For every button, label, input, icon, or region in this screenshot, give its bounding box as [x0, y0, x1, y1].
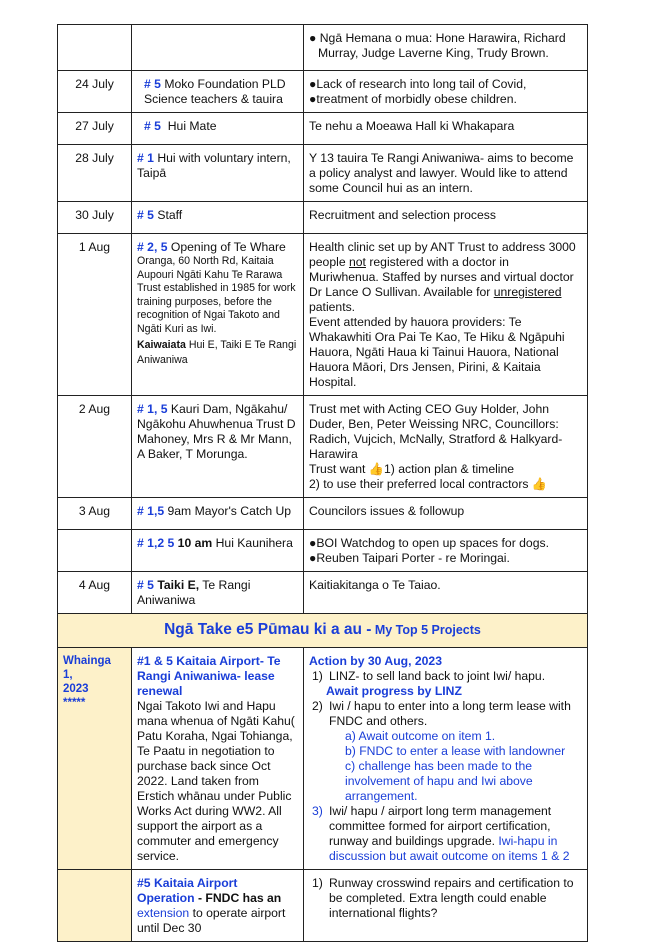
event-text: Opening of Te Whare — [170, 240, 286, 254]
table-row — [58, 25, 588, 71]
event-text: Hui Kaunihera — [215, 536, 293, 550]
event-cell — [132, 498, 304, 530]
date-cell: 2 Aug — [58, 396, 132, 498]
project-title: #1 & 5 Kaitaia Airport- Te Rangi Aniwaniwa- lease renewal — [137, 654, 281, 698]
action-title: Action by 30 Aug, 2023 — [309, 654, 442, 668]
note-text: Health clinic set up by ANT Trust to address 3000 people — [309, 240, 576, 269]
note-text: patients. — [309, 300, 356, 314]
event-text: 9am Mayor's Catch Up — [167, 504, 292, 518]
event-text: Hui with voluntary intern, Taipā — [137, 151, 291, 180]
date-cell: 28 July — [58, 145, 132, 202]
table-row — [58, 648, 588, 870]
action-list — [309, 669, 582, 864]
notes-cell — [304, 113, 588, 145]
date-cell — [58, 530, 132, 572]
event-text: Staff — [157, 208, 183, 222]
note-line: Te nehu a Moeawa Hall ki Whakapara — [309, 119, 515, 133]
date-cell: 27 July — [58, 113, 132, 145]
event-cell — [132, 25, 304, 71]
action-list — [309, 876, 582, 921]
list-item — [309, 669, 582, 699]
note-text-underlined: not — [349, 255, 366, 269]
notes-cell — [304, 396, 588, 498]
whainga-label: 1, — [63, 669, 73, 681]
list-marker: 3) — [312, 804, 323, 818]
whainga-cell — [58, 648, 132, 870]
list-text: Iwi / hapu to enter into a long term lease with FNDC and others. — [329, 699, 571, 728]
schedule-table — [57, 24, 588, 942]
note-line: ●Lack of research into long tail of Covid, — [309, 77, 527, 91]
date-cell: 24 July — [58, 71, 132, 113]
sub-item: c) challenge has been made to the involvement of hapu and Iwi above arrangement. — [345, 759, 533, 803]
project-number: # 5 — [144, 77, 161, 91]
project-title: #5 Kaitaia Airport Operation — [137, 876, 238, 905]
event-cell — [132, 572, 304, 614]
table-row — [58, 234, 588, 396]
list-marker: 1) — [312, 876, 323, 890]
event-text: Kauri Dam, Ngākahu/ Ngākohu Ahuwhenua Trust D Mahoney, Mrs R & Mr Mann, A Baker, T Morunga. — [137, 402, 296, 461]
project-number: # 5 — [137, 208, 154, 222]
notes-cell — [304, 71, 588, 113]
project-number: # 2, 5 — [137, 240, 168, 254]
project-number: # 1 — [137, 151, 154, 165]
table-row — [58, 396, 588, 498]
notes-cell — [304, 234, 588, 396]
date-cell: 3 Aug — [58, 498, 132, 530]
date-cell: 1 Aug — [58, 234, 132, 396]
note-line: Recruitment and selection process — [309, 208, 496, 222]
banner-title: Ngā Take e5 Pūmau ki a au - — [164, 621, 372, 638]
action-cell — [304, 648, 588, 870]
note-text-underlined: unregistered — [493, 285, 562, 299]
event-text: Hui Mate — [167, 119, 217, 133]
table-row — [58, 202, 588, 234]
list-text-await: Await progress by LINZ — [326, 684, 462, 698]
list-text: Runway crosswind repairs and certification to be completed. Extra length could enable international flights? — [329, 876, 574, 920]
table-row — [58, 113, 588, 145]
note-line: Murray, Judge Laverne King, Trudy Brown. — [318, 46, 549, 60]
whainga-cell — [58, 870, 132, 942]
event-detail: Oranga, 60 North Rd, Kaitaia Aupouri Ngāti Kahu Te Rarawa Trust established in 1985 for work training purposes, before the recognition of Ngai Takoto and Ngāti Kuri as Iwi. — [137, 255, 296, 335]
project-number: # 1,2 5 — [137, 536, 175, 550]
event-detail: Hui E, Taiki E Te Rangi Aniwaniwa — [137, 338, 297, 367]
note-line: ● Ngā Hemana o mua: Hone Harawira, Richard — [309, 31, 566, 45]
project-body: - FNDC has an — [197, 891, 282, 905]
date-cell — [58, 25, 132, 71]
list-text: Iwi/ hapu / airport long term management committee formed for airport certification, runway and buildings upgrade. — [329, 804, 552, 848]
whainga-label: Whainga — [63, 655, 111, 667]
note-text: 2) to use their preferred local contractors 👍 — [309, 477, 548, 491]
event-cell — [132, 145, 304, 202]
sub-item: a) Await outcome on item 1. — [345, 729, 496, 743]
table-row — [58, 145, 588, 202]
notes-cell — [304, 572, 588, 614]
note-line: ●Reuben Taipari Porter - re Moringai. — [309, 551, 510, 565]
project-body: Ngai Takoto Iwi and Hapu mana whenua of Ngāti Kahu( Patu Koraha, Ngai Tohianga, Te Paatu in negotiation to purchase back since Oct 2022. Land taken from Erstich whānau under Public Works Act during WW2. All support the airport as a commuter and emergency service. — [137, 699, 295, 863]
event-text: Moko Foundation PLD Science teachers & tauira — [144, 77, 286, 106]
table-row — [58, 870, 588, 942]
note-line: Councilors issues & followup — [309, 504, 465, 518]
list-text: LINZ- to sell land back to joint Iwi/ hapu. — [329, 669, 546, 683]
notes-cell — [304, 530, 588, 572]
note-line: Y 13 tauira Te Rangi Aniwaniwa- aims to become a policy analyst and lawyer. Would like to attend some Council hui as an intern. — [309, 151, 574, 195]
project-body-ext: extension — [137, 906, 190, 920]
list-item — [309, 876, 582, 921]
event-detail-bold: Kaiwaiata — [137, 338, 186, 351]
note-line: ●BOI Watchdog to open up spaces for dogs. — [309, 536, 549, 550]
notes-cell — [304, 145, 588, 202]
event-text: Te Rangi Aniwaniwa — [137, 578, 251, 607]
project-body: to operate airport until Dec 30 — [137, 906, 286, 935]
sub-item: b) FNDC to enter a lease with landowner — [345, 744, 566, 758]
project-number: # 1,5 — [137, 504, 165, 518]
list-item — [309, 699, 582, 804]
list-marker: 2) — [312, 699, 323, 713]
notes-cell — [304, 202, 588, 234]
table-row — [58, 71, 588, 113]
event-text-bold: Taiki E, — [157, 578, 200, 592]
note-text: registered with a doctor in Muriwhenua. Staffed by nurses and virtual doctor Dr Lance O Sullivan. Available for — [309, 255, 574, 299]
date-cell: 4 Aug — [58, 572, 132, 614]
event-cell — [132, 202, 304, 234]
project-number: # 5 — [144, 119, 161, 133]
whainga-label: 2023 — [63, 683, 89, 695]
event-cell — [132, 113, 304, 145]
note-text: Event attended by hauora providers: Te Whakawhiti Ora Pai Te Kao, Te Hiku & Ngāpuhi Hauora, Ngāti Haua ki Tainui Hauora, National Hauora Māori, Drs Jensen, Pirini, & Kaitaia Hospital. — [309, 315, 565, 389]
project-number: # 1, 5 — [137, 402, 168, 416]
note-text: Trust met with Acting CEO Guy Holder, John Duder, Ben, Peter Weissing NRC, Councillors: Radich, Vujcich, McNally, Stratford & Halkyard-Harawira — [309, 402, 563, 461]
table-row — [58, 530, 588, 572]
whainga-stars: ***** — [63, 697, 86, 709]
list-item — [309, 804, 582, 864]
notes-cell — [304, 498, 588, 530]
event-cell — [132, 71, 304, 113]
event-time: 10 am — [177, 536, 213, 550]
action-cell — [304, 870, 588, 942]
table-row — [58, 498, 588, 530]
event-cell — [132, 234, 304, 396]
note-line: ●treatment of morbidly obese children. — [309, 92, 517, 106]
project-cell — [132, 648, 304, 870]
date-cell: 30 July — [58, 202, 132, 234]
list-marker: 1) — [312, 669, 323, 683]
notes-cell — [304, 25, 588, 71]
project-cell — [132, 870, 304, 942]
banner-subtitle: My Top 5 Projects — [374, 623, 481, 637]
table-row — [58, 572, 588, 614]
event-cell — [132, 396, 304, 498]
banner-cell — [58, 614, 588, 648]
note-text: Trust want 👍1) action plan & timeline — [309, 462, 515, 476]
event-cell — [132, 530, 304, 572]
note-line: Kaitiakitanga o Te Taiao. — [309, 578, 441, 592]
project-number: # 5 — [137, 578, 154, 592]
section-banner — [58, 614, 588, 648]
list-text-blue: Iwi-hapu in discussion but await outcome on items 1 & 2 — [329, 834, 570, 863]
